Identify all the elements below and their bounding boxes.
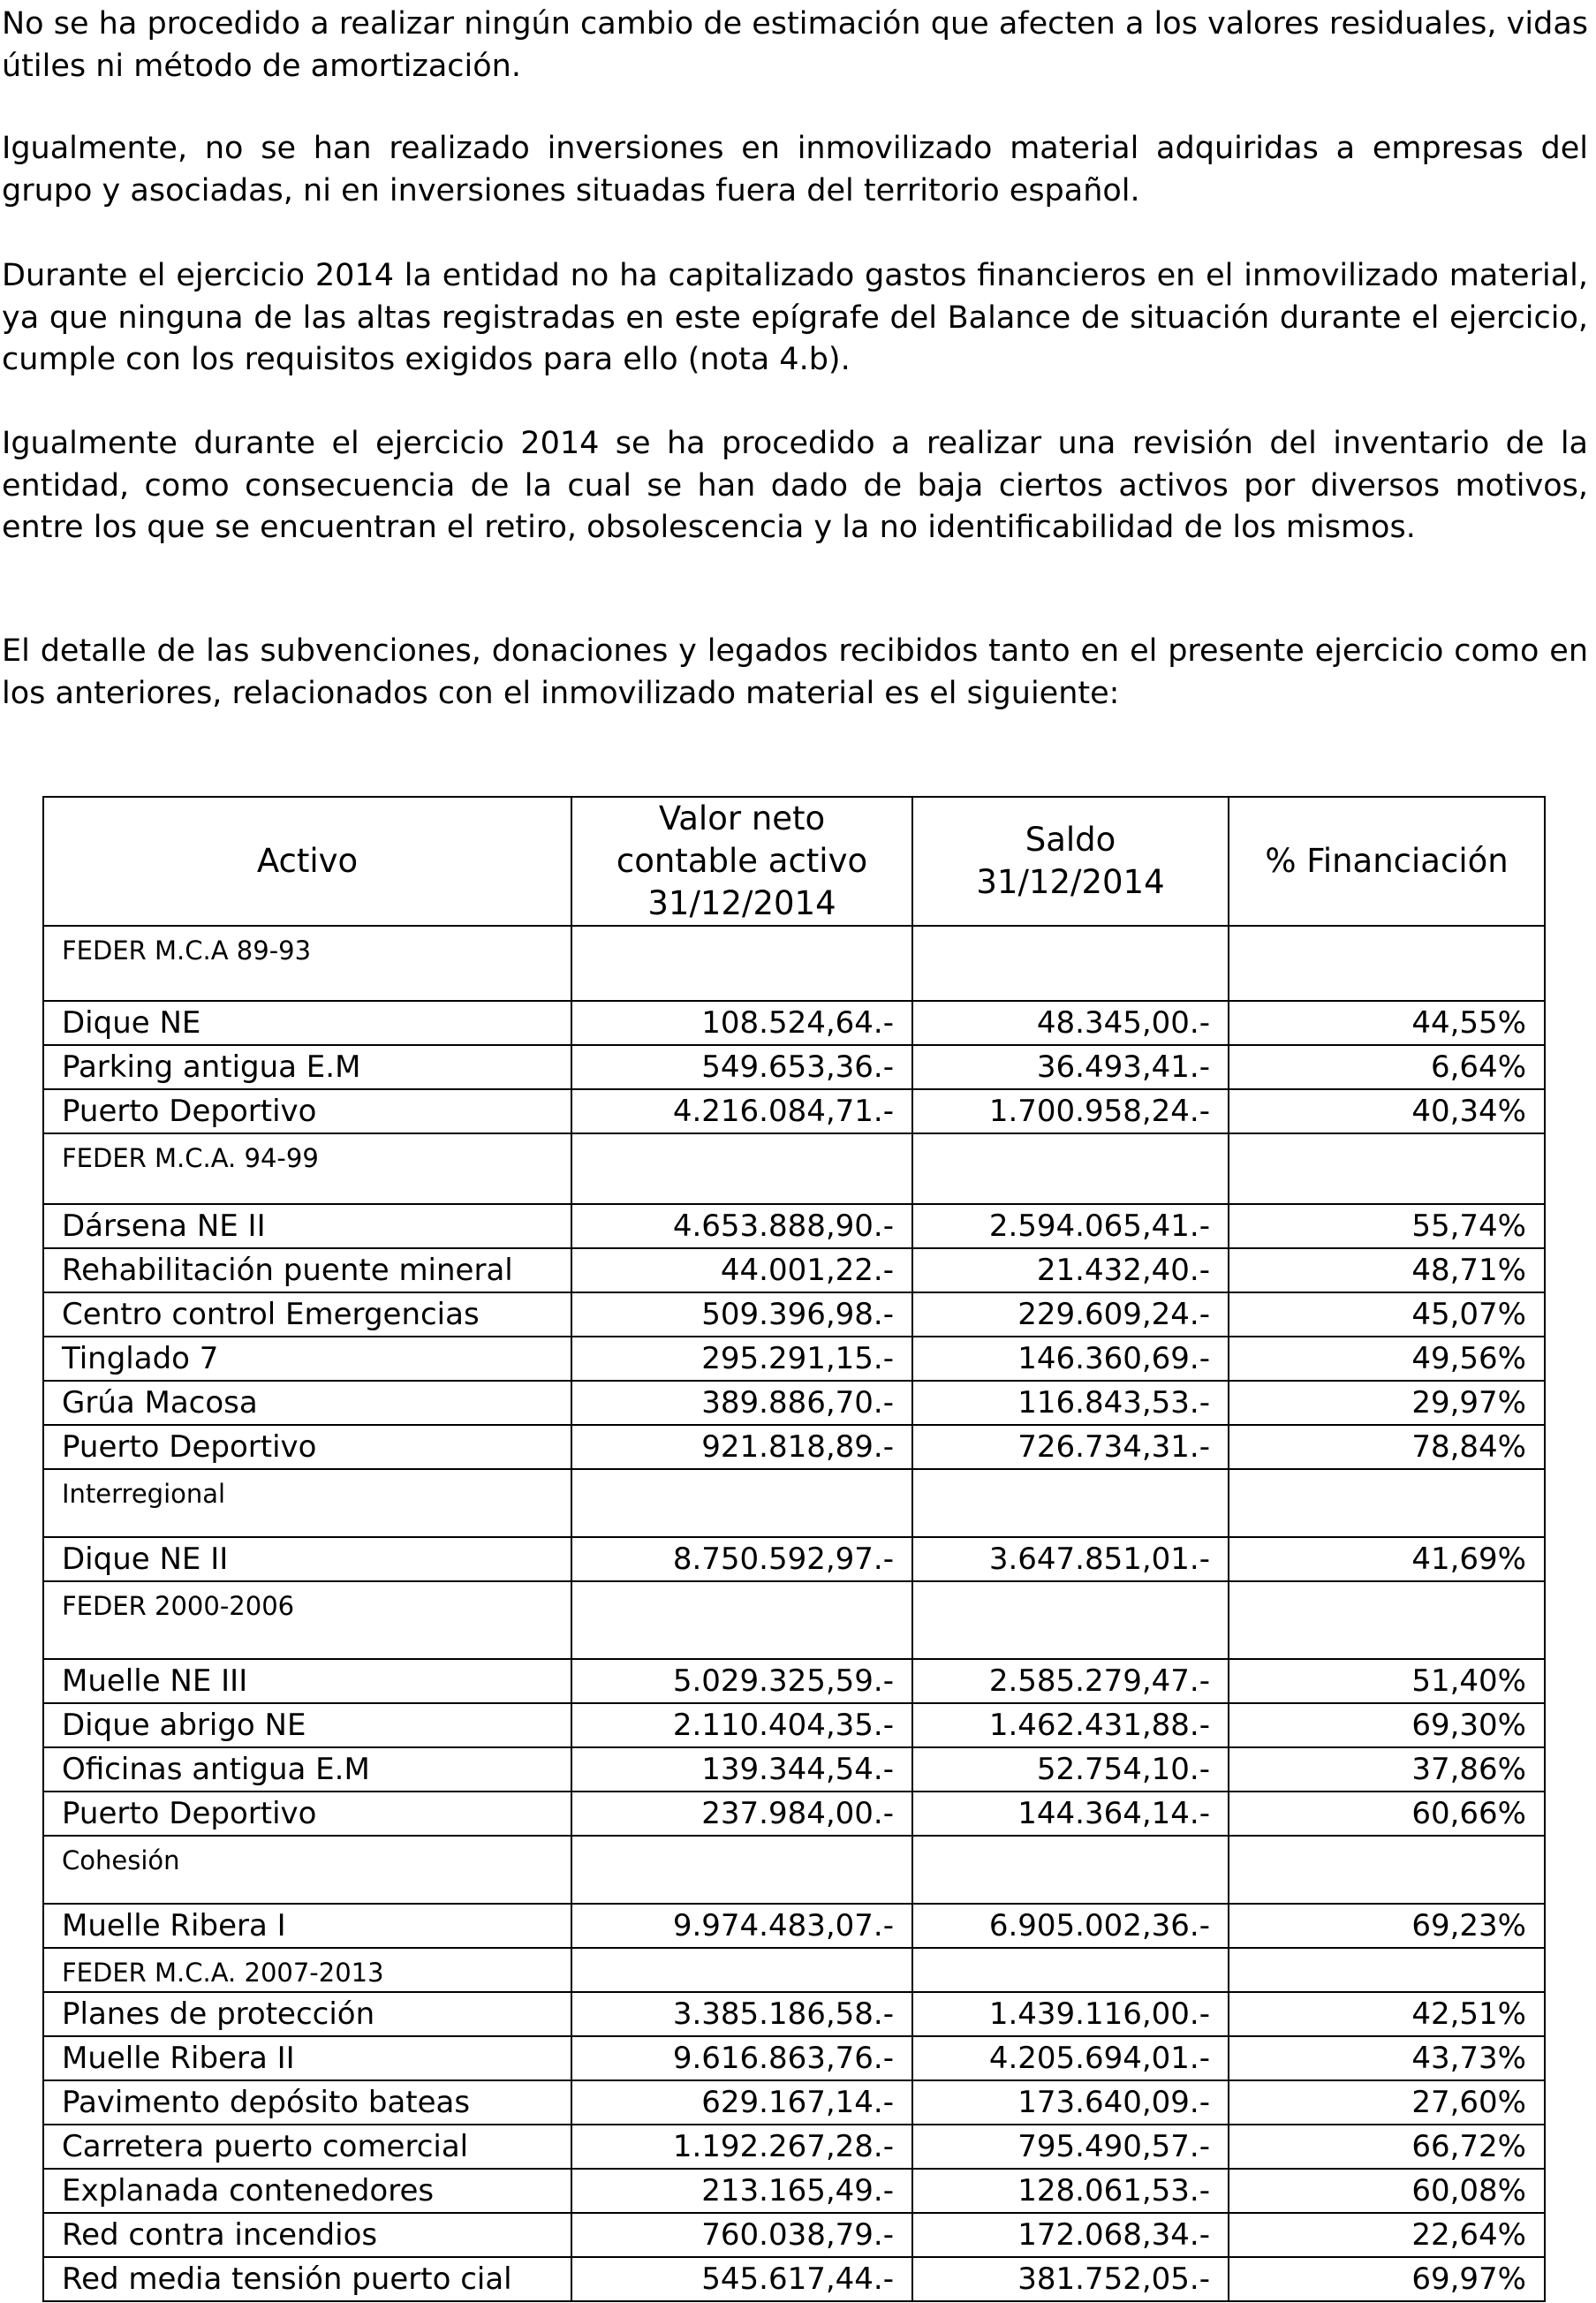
cell-saldo: 229.609,24.- (912, 1292, 1229, 1337)
empty-cell (1229, 926, 1545, 1001)
cell-valor-neto: 3.385.186,58.- (571, 1992, 912, 2036)
group-label: FEDER M.C.A 89-93 (43, 926, 571, 1001)
table-group-row (43, 1836, 1545, 1904)
cell-financiacion: 78,84% (1229, 1425, 1545, 1469)
cell-activo: Rehabilitación puente mineral (43, 1248, 571, 1292)
empty-cell (571, 926, 912, 1001)
table-row (43, 1537, 1545, 1581)
cell-financiacion: 41,69% (1229, 1537, 1545, 1581)
cell-saldo: 1.700.958,24.- (912, 1089, 1229, 1133)
cell-financiacion: 29,97% (1229, 1381, 1545, 1425)
cell-saldo: 48.345,00.- (912, 1001, 1229, 1045)
table-group-row (43, 926, 1545, 1001)
cell-saldo: 172.068,34.- (912, 2213, 1229, 2257)
cell-financiacion: 69,30% (1229, 1703, 1545, 1747)
cell-saldo: 146.360,69.- (912, 1337, 1229, 1381)
empty-cell (1229, 1948, 1545, 1992)
table-row (43, 1792, 1545, 1836)
table-row (43, 1992, 1545, 2036)
table-row (43, 1703, 1545, 1747)
cell-financiacion: 60,66% (1229, 1792, 1545, 1836)
empty-cell (1229, 1836, 1545, 1904)
header-saldo: Saldo 31/12/2014 (912, 797, 1229, 926)
cell-valor-neto: 237.984,00.- (571, 1792, 912, 1836)
cell-saldo: 116.843,53.- (912, 1381, 1229, 1425)
cell-financiacion: 66,72% (1229, 2125, 1545, 2169)
cell-valor-neto: 213.165,49.- (571, 2169, 912, 2213)
cell-valor-neto: 5.029.325,59.- (571, 1659, 912, 1703)
empty-cell (1229, 1469, 1545, 1537)
cell-financiacion: 37,86% (1229, 1747, 1545, 1792)
cell-financiacion: 44,55% (1229, 1001, 1545, 1045)
group-label: FEDER M.C.A. 2007-2013 (43, 1948, 571, 1992)
cell-financiacion: 43,73% (1229, 2036, 1545, 2080)
cell-activo: Oficinas antigua E.M (43, 1747, 571, 1792)
table-row (43, 2080, 1545, 2125)
cell-activo: Planes de protección (43, 1992, 571, 2036)
paragraph-group-investments: Igualmente, no se han realizado inversiones en inmovilizado material adquiridas a empresas del grupo y asociadas, ni en inversiones situadas fuera del territorio español. (2, 131, 1588, 208)
cell-saldo: 144.364,14.- (912, 1792, 1229, 1836)
cell-activo: Red contra incendios (43, 2213, 571, 2257)
header-valor-neto: Valor neto contable activo 31/12/2014 (571, 797, 912, 926)
cell-financiacion: 27,60% (1229, 2080, 1545, 2125)
cell-saldo: 795.490,57.- (912, 2125, 1229, 2169)
cell-activo: Centro control Emergencias (43, 1292, 571, 1337)
cell-valor-neto: 9.616.863,76.- (571, 2036, 912, 2080)
cell-valor-neto: 629.167,14.- (571, 2080, 912, 2125)
table-row (43, 1904, 1545, 1948)
cell-saldo: 6.905.002,36.- (912, 1904, 1229, 1948)
cell-valor-neto: 760.038,79.- (571, 2213, 912, 2257)
empty-cell (571, 1469, 912, 1537)
cell-activo: Dique NE (43, 1001, 571, 1045)
cell-saldo: 52.754,10.- (912, 1747, 1229, 1792)
table-group-row (43, 1133, 1545, 1204)
table-row (43, 1747, 1545, 1792)
empty-cell (1229, 1133, 1545, 1204)
cell-valor-neto: 9.974.483,07.- (571, 1904, 912, 1948)
table-row (43, 1292, 1545, 1337)
header-activo: Activo (43, 797, 571, 926)
cell-financiacion: 40,34% (1229, 1089, 1545, 1133)
cell-saldo: 36.493,41.- (912, 1045, 1229, 1089)
cell-activo: Puerto Deportivo (43, 1425, 571, 1469)
table-row (43, 2125, 1545, 2169)
cell-financiacion: 69,23% (1229, 1904, 1545, 1948)
table-row (43, 2257, 1545, 2301)
cell-financiacion: 55,74% (1229, 1204, 1545, 1248)
cell-activo: Muelle NE III (43, 1659, 571, 1703)
cell-valor-neto: 44.001,22.- (571, 1248, 912, 1292)
group-label: FEDER 2000-2006 (43, 1581, 571, 1659)
table-row (43, 1204, 1545, 1248)
cell-saldo: 4.205.694,01.- (912, 2036, 1229, 2080)
paragraph-inventory-review: Igualmente durante el ejercicio 2014 se ha procedido a realizar una revisión del inventario de la entidad, como consecuencia de la cual se han dado de baja ciertos activos por diversos motivos, entre los que se encuentran el retiro, obsolescencia y la no identificabilidad de los mismos. (2, 426, 1588, 545)
cell-activo: Pavimento depósito bateas (43, 2080, 571, 2125)
cell-saldo: 1.462.431,88.- (912, 1703, 1229, 1747)
cell-valor-neto: 389.886,70.- (571, 1381, 912, 1425)
cell-saldo: 2.585.279,47.- (912, 1659, 1229, 1703)
empty-cell (571, 1836, 912, 1904)
cell-activo: Explanada contenedores (43, 2169, 571, 2213)
cell-financiacion: 42,51% (1229, 1992, 1545, 2036)
header-financiacion: % Financiación (1229, 797, 1545, 926)
table-row (43, 1089, 1545, 1133)
cell-valor-neto: 4.216.084,71.- (571, 1089, 912, 1133)
cell-activo: Dique abrigo NE (43, 1703, 571, 1747)
empty-cell (571, 1948, 912, 1992)
cell-financiacion: 51,40% (1229, 1659, 1545, 1703)
group-label: Interregional (43, 1469, 571, 1537)
table-row (43, 1659, 1545, 1703)
cell-saldo: 381.752,05.- (912, 2257, 1229, 2301)
cell-valor-neto: 4.653.888,90.- (571, 1204, 912, 1248)
cell-activo: Dársena NE II (43, 1204, 571, 1248)
group-label: FEDER M.C.A. 94-99 (43, 1133, 571, 1204)
table-row (43, 2036, 1545, 2080)
table-row (43, 1045, 1545, 1089)
cell-financiacion: 60,08% (1229, 2169, 1545, 2213)
cell-valor-neto: 921.818,89.- (571, 1425, 912, 1469)
cell-activo: Grúa Macosa (43, 1381, 571, 1425)
cell-valor-neto: 8.750.592,97.- (571, 1537, 912, 1581)
cell-activo: Red media tensión puerto cial (43, 2257, 571, 2301)
table-body (43, 926, 1545, 2301)
cell-valor-neto: 1.192.267,28.- (571, 2125, 912, 2169)
cell-valor-neto: 545.617,44.- (571, 2257, 912, 2301)
subsidies-table (42, 796, 1546, 2302)
empty-cell (912, 1948, 1229, 1992)
table-row (43, 1425, 1545, 1469)
empty-cell (912, 926, 1229, 1001)
cell-valor-neto: 139.344,54.- (571, 1747, 912, 1792)
cell-activo: Muelle Ribera II (43, 2036, 571, 2080)
table-row (43, 1337, 1545, 1381)
empty-cell (571, 1581, 912, 1659)
cell-saldo: 3.647.851,01.- (912, 1537, 1229, 1581)
cell-financiacion: 22,64% (1229, 2213, 1545, 2257)
table-row (43, 1381, 1545, 1425)
group-label: Cohesión (43, 1836, 571, 1904)
cell-valor-neto: 295.291,15.- (571, 1337, 912, 1381)
table-group-row (43, 1581, 1545, 1659)
empty-cell (912, 1133, 1229, 1204)
paragraph-financial-expenses: Durante el ejercicio 2014 la entidad no ha capitalizado gastos financieros en el inmovilizado material, ya que ninguna de las altas registradas en este epígrafe del Balance de situación durante el ejercicio, cumple con los requisitos exigidos para ello (nota 4.b). (2, 258, 1588, 377)
cell-saldo: 21.432,40.- (912, 1248, 1229, 1292)
cell-valor-neto: 108.524,64.- (571, 1001, 912, 1045)
cell-saldo: 1.439.116,00.- (912, 1992, 1229, 2036)
table-row (43, 1001, 1545, 1045)
cell-activo: Muelle Ribera I (43, 1904, 571, 1948)
cell-financiacion: 6,64% (1229, 1045, 1545, 1089)
table-group-row (43, 1469, 1545, 1537)
cell-financiacion: 69,97% (1229, 2257, 1545, 2301)
cell-activo: Puerto Deportivo (43, 1792, 571, 1836)
cell-saldo: 128.061,53.- (912, 2169, 1229, 2213)
cell-activo: Dique NE II (43, 1537, 571, 1581)
table-row (43, 1248, 1545, 1292)
paragraph-estimation-changes: No se ha procedido a realizar ningún cambio de estimación que afecten a los valores residuales, vidas útiles ni método de amortización. (2, 6, 1588, 84)
table-header-row (43, 797, 1545, 926)
table-group-row (43, 1948, 1545, 1992)
cell-saldo: 2.594.065,41.- (912, 1204, 1229, 1248)
empty-cell (1229, 1581, 1545, 1659)
cell-valor-neto: 509.396,98.- (571, 1292, 912, 1337)
cell-financiacion: 49,56% (1229, 1337, 1545, 1381)
cell-activo: Carretera puerto comercial (43, 2125, 571, 2169)
empty-cell (912, 1469, 1229, 1537)
cell-financiacion: 48,71% (1229, 1248, 1545, 1292)
paragraph-subsidies-intro: El detalle de las subvenciones, donaciones y legados recibidos tanto en el presente ejercicio como en los anteriores, relacionados con el inmovilizado material es el siguiente: (2, 633, 1588, 711)
cell-saldo: 173.640,09.- (912, 2080, 1229, 2125)
cell-activo: Tinglado 7 (43, 1337, 571, 1381)
cell-activo: Puerto Deportivo (43, 1089, 571, 1133)
table-row (43, 2213, 1545, 2257)
cell-valor-neto: 549.653,36.- (571, 1045, 912, 1089)
cell-activo: Parking antigua E.M (43, 1045, 571, 1089)
cell-valor-neto: 2.110.404,35.- (571, 1703, 912, 1747)
cell-saldo: 726.734,31.- (912, 1425, 1229, 1469)
table-row (43, 2169, 1545, 2213)
empty-cell (912, 1836, 1229, 1904)
empty-cell (912, 1581, 1229, 1659)
empty-cell (571, 1133, 912, 1204)
cell-financiacion: 45,07% (1229, 1292, 1545, 1337)
